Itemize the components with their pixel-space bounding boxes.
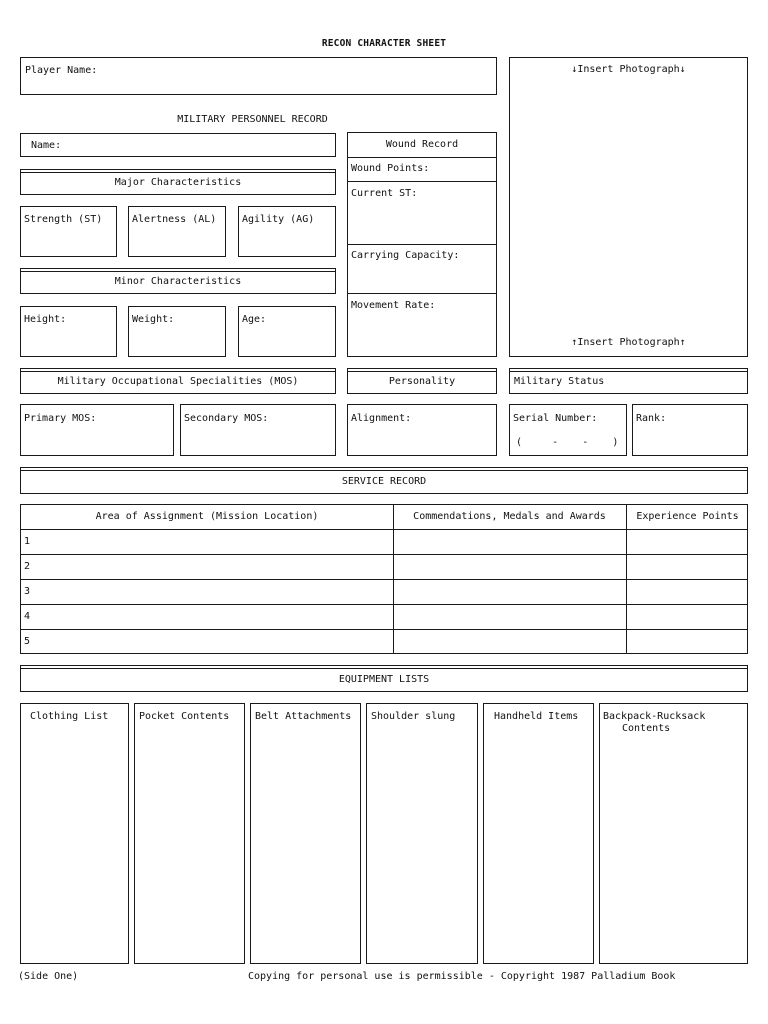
alertness-field[interactable] bbox=[128, 206, 226, 257]
player-name-label: Player Name: bbox=[25, 65, 98, 76]
military-status-header bbox=[509, 368, 748, 394]
clothing-list-box[interactable] bbox=[20, 703, 129, 964]
backpack-rucksack-box[interactable] bbox=[599, 703, 748, 964]
major-characteristics-title: Major Characteristics bbox=[114, 177, 242, 188]
backpack-rucksack-label: Backpack-Rucksack bbox=[603, 711, 706, 722]
current-st-label: Current ST: bbox=[351, 188, 418, 199]
divider bbox=[348, 244, 496, 245]
primary-mos-label: Primary MOS: bbox=[24, 413, 97, 424]
pocket-contents-box[interactable] bbox=[134, 703, 245, 964]
serial-number-format: ( - - ) bbox=[516, 437, 619, 448]
wound-record-box bbox=[347, 132, 497, 357]
clothing-list-label: Clothing List bbox=[30, 711, 109, 722]
backpack-contents-label: Contents bbox=[622, 723, 671, 734]
mos-title: Military Occupational Specialities (MOS) bbox=[57, 376, 299, 387]
side-one-label: (Side One) bbox=[18, 971, 79, 982]
row-divider bbox=[21, 629, 747, 630]
column-header-experience: Experience Points bbox=[636, 511, 739, 522]
handheld-items-label: Handheld Items bbox=[494, 711, 579, 722]
alertness-label: Alertness (AL) bbox=[132, 214, 217, 225]
serial-number-label: Serial Number: bbox=[513, 413, 598, 424]
column-header-commendations: Commendations, Medals and Awards bbox=[413, 511, 606, 522]
personality-header bbox=[347, 368, 497, 394]
strength-field[interactable] bbox=[20, 206, 117, 257]
wound-record-title: Wound Record bbox=[385, 139, 459, 150]
rank-field[interactable] bbox=[632, 404, 748, 456]
service-record-table bbox=[20, 504, 748, 654]
player-name-field[interactable] bbox=[20, 57, 497, 95]
alignment-field[interactable] bbox=[347, 404, 497, 456]
secondary-mos-field[interactable] bbox=[180, 404, 336, 456]
equipment-lists-title: EQUIPMENT LISTS bbox=[338, 674, 430, 685]
carrying-capacity-label: Carrying Capacity: bbox=[351, 250, 460, 261]
photograph-box bbox=[509, 57, 748, 357]
table-row[interactable]: 4 bbox=[24, 611, 31, 622]
minor-characteristics-title: Minor Characteristics bbox=[114, 276, 242, 287]
row-divider bbox=[21, 604, 747, 605]
table-row[interactable]: 1 bbox=[24, 536, 31, 547]
weight-label: Weight: bbox=[132, 314, 175, 325]
name-field[interactable] bbox=[20, 133, 336, 157]
secondary-mos-label: Secondary MOS: bbox=[184, 413, 269, 424]
service-record-title: SERVICE RECORD bbox=[341, 476, 427, 487]
height-field[interactable] bbox=[20, 306, 117, 357]
rank-label: Rank: bbox=[636, 413, 667, 424]
belt-attachments-box[interactable] bbox=[250, 703, 361, 964]
divider bbox=[348, 181, 496, 182]
weight-field[interactable] bbox=[128, 306, 226, 357]
strength-label: Strength (ST) bbox=[24, 214, 103, 225]
minor-characteristics-header bbox=[20, 268, 336, 294]
shoulder-slung-label: Shoulder slung bbox=[371, 711, 456, 722]
pocket-contents-label: Pocket Contents bbox=[139, 711, 230, 722]
wound-points-label: Wound Points: bbox=[351, 163, 430, 174]
name-label: Name: bbox=[31, 140, 62, 151]
divider bbox=[348, 293, 496, 294]
row-divider bbox=[21, 554, 747, 555]
age-label: Age: bbox=[242, 314, 267, 325]
copyright-notice: Copying for personal use is permissible - Copyright 1987 Palladium Book bbox=[248, 971, 676, 982]
serial-number-field[interactable] bbox=[509, 404, 627, 456]
agility-label: Agility (AG) bbox=[242, 214, 315, 225]
belt-attachments-label: Belt Attachments bbox=[255, 711, 352, 722]
age-field[interactable] bbox=[238, 306, 336, 357]
major-characteristics-header bbox=[20, 169, 336, 195]
personnel-record-title: MILITARY PERSONNEL RECORD bbox=[177, 114, 328, 125]
equipment-lists-header bbox=[20, 665, 748, 692]
handheld-items-box[interactable] bbox=[483, 703, 594, 964]
sheet-title: RECON CHARACTER SHEET bbox=[321, 38, 447, 49]
service-record-header bbox=[20, 467, 748, 494]
height-label: Height: bbox=[24, 314, 67, 325]
column-header-assignment: Area of Assignment (Mission Location) bbox=[95, 511, 319, 522]
shoulder-slung-box[interactable] bbox=[366, 703, 478, 964]
agility-field[interactable] bbox=[238, 206, 336, 257]
insert-photo-bottom-label: ↑Insert Photograph↑ bbox=[571, 337, 686, 348]
table-row[interactable]: 3 bbox=[24, 586, 31, 597]
insert-photo-top-label: ↓Insert Photograph↓ bbox=[571, 64, 686, 75]
alignment-label: Alignment: bbox=[351, 413, 412, 424]
movement-rate-label: Movement Rate: bbox=[351, 300, 436, 311]
table-row[interactable]: 5 bbox=[24, 636, 31, 647]
divider bbox=[348, 157, 496, 158]
row-divider bbox=[21, 579, 747, 580]
personality-title: Personality bbox=[388, 376, 456, 387]
mos-header bbox=[20, 368, 336, 394]
row-divider bbox=[21, 529, 747, 530]
table-row[interactable]: 2 bbox=[24, 561, 31, 572]
primary-mos-field[interactable] bbox=[20, 404, 174, 456]
military-status-title: Military Status bbox=[514, 376, 605, 387]
